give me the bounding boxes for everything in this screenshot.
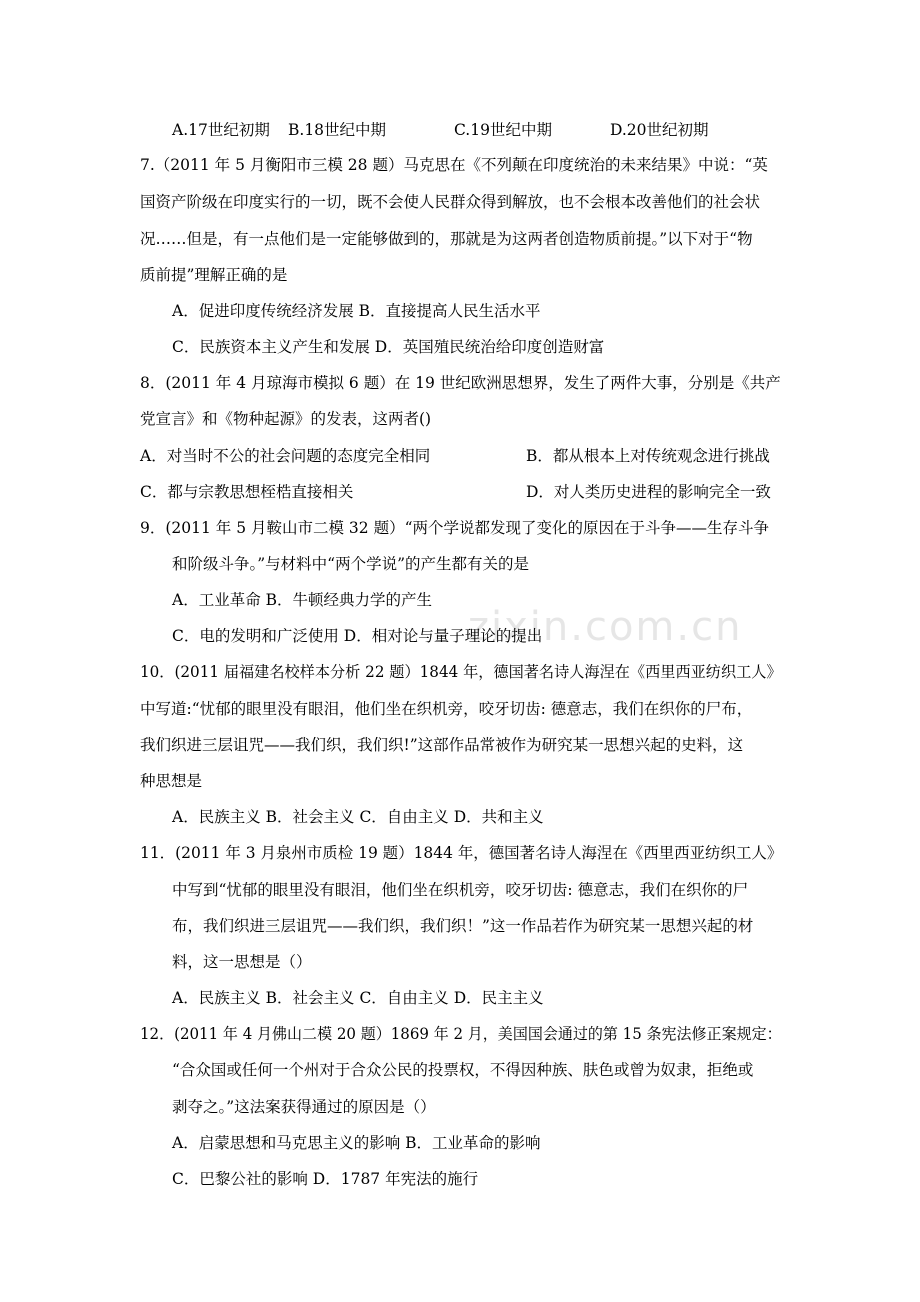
q9-options-line: A．工业革命 B．牛顿经典力学的产生 [172,591,433,609]
q7-options-line: A．促进印度传统经济发展 B．直接提高人民生活水平 [172,302,541,320]
q10-options-line: A．民族主义 B．社会主义 C．自由主义 D．共和主义 [172,808,544,826]
q11-options-line: A．民族主义 B．社会主义 C．自由主义 D．民主主义 [172,989,544,1007]
q12-stem-line: “合众国或任何一个州对于合众公民的投票权，不得因种族、肤色或曾为奴隶，拒绝或 [172,1061,754,1079]
q11-stem-line: 料，这一思想是（） [172,953,312,971]
q9-stem-line: 和阶级斗争。”与材料中“两个学说”的产生都有关的是 [172,555,530,573]
q12-stem-line: 12．(2011 年 4 月佛山二模 20 题）1869 年 2 月，美国国会通过的第 15 条宪法修正案规定： [140,1025,782,1043]
watermark: zixin.com.cn [468,604,743,650]
q8-stem-line: 8．(2011 年 4 月琼海市模拟 6 题）在 19 世纪欧洲思想界，发生了两件大事，分别是《共产 [140,374,781,392]
q10-stem-line: 中写道:“忧郁的眼里没有眼泪，他们坐在织机旁，咬牙切齿: 德意志，我们在织你的尸布， [140,700,753,718]
q8-option-d: D．对人类历史进程的影响完全一致 [526,483,771,501]
q6-option-d: D.20世纪初期 [610,121,709,139]
q10-stem-line: 我们织进三层诅咒——我们织，我们织!”这部作品常被作为研究某一思想兴起的史料，这 [140,736,744,754]
q6-option-a: A.17世纪初期 [172,121,270,139]
q11-stem-line: 布，我们织进三层诅咒——我们织，我们织！”这一作品若作为研究某一思想兴起的材 [172,917,754,935]
q7-stem-line: 7.（2011 年 5 月衡阳市三模 28 题）马克思在《不列颠在印度统治的未来结果》中说：“英 [140,156,768,174]
q7-stem-line: 国资产阶级在印度实行的一切，既不会使人民群众得到解放，也不会根本改善他们的社会状 [140,193,761,211]
q7-stem-line: 质前提”理解正确的是 [140,266,288,284]
q10-stem-line: 种思想是 [140,772,203,790]
q8-option-b: B．都从根本上对传统观念进行挑战 [526,447,770,465]
q9-stem-line: 9．(2011 年 5 月鞍山市二模 32 题）“两个学说都发现了变化的原因在于斗争——生存斗争 [140,519,770,537]
q8-option-c: C．都与宗教思想桎梏直接相关 [140,483,354,501]
q10-stem-line: 10．(2011 届福建名校样本分析 22 题）1844 年，德国著名诗人海涅在《西里西亚纺织工人》 [140,663,782,681]
q6-option-b: B.18世纪中期 [288,121,387,139]
q11-stem-line: 11．(2011 年 3 月泉州市质检 19 题）1844 年，德国著名诗人海涅在《西里西亚纺织工人》 [140,844,783,862]
q9-options-line: C．电的发明和广泛使用 D．相对论与量子理论的提出 [172,627,543,645]
q12-stem-line: 剥夺之。”这法案获得通过的原因是（） [172,1098,436,1116]
q7-options-line: C．民族资本主义产生和发展 D．英国殖民统治给印度创造财富 [172,338,605,356]
q8-stem-line: 党宣言》和《物种起源》的发表，这两者() [140,410,432,428]
q7-stem-line: 况……但是，有一点他们是一定能够做到的，那就是为这两者创造物质前提。”以下对于“物 [140,230,753,248]
q11-stem-line: 中写到“忧郁的眼里没有眼泪，他们坐在织机旁，咬牙切齿: 德意志，我们在织你的尸 [172,881,749,899]
q12-options-line: A．启蒙思想和马克思主义的影响 B．工业革命的影响 [172,1134,541,1152]
q8-option-a: A．对当时不公的社会问题的态度完全相同 [140,447,431,465]
q6-option-c: C.19世纪中期 [454,121,552,139]
q12-options-line: C．巴黎公社的影响 D．1787 年宪法的施行 [172,1170,479,1188]
